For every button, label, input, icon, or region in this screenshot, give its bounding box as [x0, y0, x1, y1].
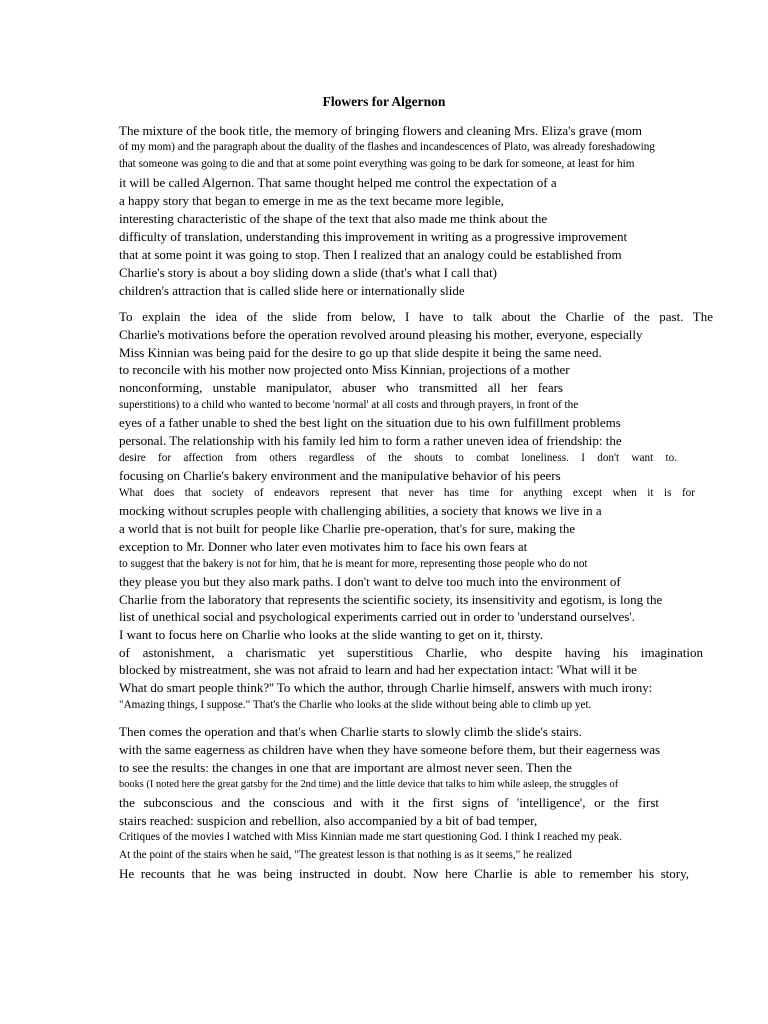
text-line: mocking without scruples people with challenging abilities, a society that knows we live in a	[119, 503, 602, 518]
text-line: exception to Mr. Donner who later even motivates him to face his own fears at	[119, 539, 528, 554]
text-line: "Amazing things, I suppose." That's the Charlie who looks at the slide without being able to climb up yet.	[119, 699, 592, 711]
text-line: At the point of the stairs when he said, "The greatest lesson is that nothing is as it seems," he realized	[119, 849, 572, 861]
text-line: children's attraction that is called slide here or internationally slide	[119, 283, 465, 298]
text-line: Charlie's motivations before the operation revolved around pleasing his mother, everyone, especially	[119, 327, 643, 342]
text-line: Critiques of the movies I watched with Miss Kinnian made me start questioning God. I think I reached my peak.	[119, 831, 623, 843]
text-line: Charlie's story is about a boy sliding down a slide (that's what I call that)	[119, 265, 498, 280]
text-line: they please you but they also mark paths. I don't want to delve too much into the environment of	[119, 574, 621, 589]
text-line: to see the results: the changes in one that are important are almost never seen. Then the	[119, 760, 572, 775]
text-line: difficulty of translation, understanding this improvement in writing as a progressive improvement	[119, 229, 628, 244]
text-line: The mixture of the book title, the memory of bringing flowers and cleaning Mrs. Eliza's grave (mom	[119, 123, 642, 138]
text-line: books (I noted here the great gatsby for the 2nd time) and the little device that talks to him while asleep, the struggles of	[119, 779, 619, 790]
text-line: that at some point it was going to stop. Then I realized that an analogy could be established from	[119, 247, 622, 262]
text-line: nonconforming, unstable manipulator, abuser who transmitted all her fears	[119, 380, 563, 395]
text-line: stairs reached: suspicion and rebellion, also accompanied by a bit of bad temper,	[119, 813, 538, 828]
text-line: superstitions) to a child who wanted to become 'normal' at all costs and through prayers, in front of the	[119, 399, 579, 411]
text-line: eyes of a father unable to shed the best light on the situation due to his own fulfillment problems	[119, 415, 621, 430]
text-line: interesting characteristic of the shape of the text that also made me think about the	[119, 211, 548, 226]
text-line: Then comes the operation and that's when Charlie starts to slowly climb the slide's stairs.	[119, 724, 582, 739]
text-line: with the same eagerness as children have when they have someone before them, but their eagerness was	[119, 742, 661, 757]
text-line: What does that society of endeavors represent that never has time for anything except when it is for	[119, 487, 695, 499]
text-line: the subconscious and the conscious and with it the first signs of 'intelligence', or the first	[119, 795, 659, 810]
text-line: it will be called Algernon. That same thought helped me control the expectation of a	[119, 175, 557, 190]
document-title: Flowers for Algernon	[322, 94, 446, 109]
text-line: of my mom) and the paragraph about the duality of the flashes and incandescences of Plato, was already foreshadowing	[119, 141, 655, 153]
text-line: of astonishment, a charismatic yet superstitious Charlie, who despite having his imagination	[119, 645, 703, 660]
text-line: I want to focus here on Charlie who looks at the slide wanting to get on it, thirsty.	[119, 627, 544, 642]
text-line: He recounts that he was being instructed in doubt. Now here Charlie is able to remember his story,	[119, 866, 689, 881]
text-line: desire for affection from others regardless of the shouts to combat loneliness. I don't want to.	[119, 452, 677, 464]
text-line: to suggest that the bakery is not for him, that he is meant for more, representing those people who do not	[119, 558, 588, 570]
text-line: a world that is not built for people like Charlie pre-operation, that's for sure, making the	[119, 521, 576, 536]
text-line: blocked by mistreatment, she was not afraid to learn and had her expectation intact: 'What will it be	[119, 662, 637, 677]
text-line: Miss Kinnian was being paid for the desire to go up that slide despite it being the same need.	[119, 345, 602, 360]
text-line: To explain the idea of the slide from below, I have to talk about the Charlie of the past. The	[119, 309, 713, 324]
text-line: to reconcile with his mother now projected onto Miss Kinnian, projections of a mother	[119, 362, 570, 377]
text-line: personal. The relationship with his family led him to form a rather uneven idea of friendship: the	[119, 433, 622, 448]
text-line: focusing on Charlie's bakery environment and the manipulative behavior of his peers	[119, 468, 561, 483]
text-line: list of unethical social and psychological experiments carried out in order to 'understand ourselves'.	[119, 609, 635, 624]
text-line: What do smart people think?'' To which the author, through Charlie himself, answers with much irony:	[119, 680, 653, 695]
text-line: a happy story that began to emerge in me as the text became more legible,	[119, 193, 504, 208]
text-line: Charlie from the laboratory that represents the scientific society, its insensitivity and egotism, is long the	[119, 592, 663, 607]
text-line: that someone was going to die and that at some point everything was going to be dark for someone, at least for him	[119, 158, 635, 170]
